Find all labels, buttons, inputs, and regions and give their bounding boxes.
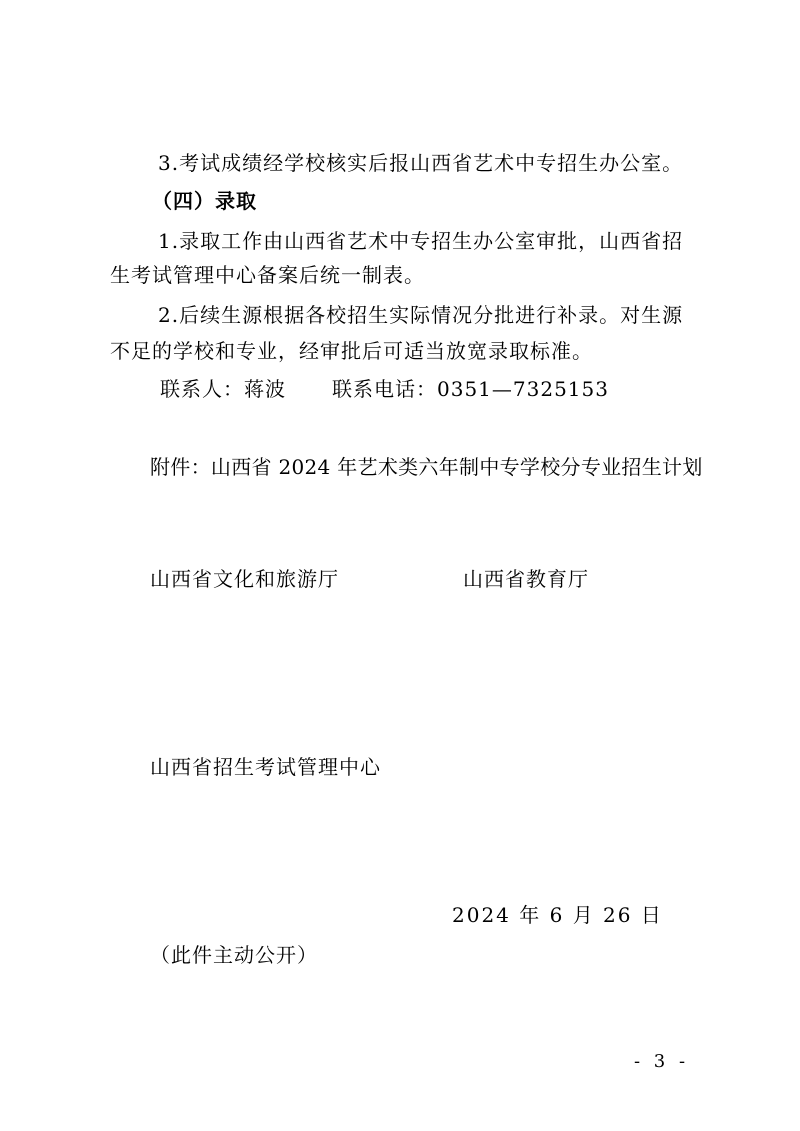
signature-education: 山西省教育厅 <box>463 567 589 591</box>
contact-person: 联系人：蒋波 <box>160 377 286 401</box>
admission-rule-2-line-2: 不足的学校和专业，经审批后可适当放宽录取标准。 <box>110 339 593 363</box>
contact-phone: 联系电话：0351—7325153 <box>332 377 609 401</box>
attachment-title: 附件：山西省 2024 年艺术类六年制中专学校分专业招生计划 <box>150 455 703 479</box>
admission-rule-1-line-1: 1.录取工作由山西省艺术中专招生办公室审批，山西省招 <box>158 229 684 253</box>
paragraph-exam-score: 3.考试成绩经学校核实后报山西省艺术中专招生办公室。 <box>158 151 684 175</box>
page-number: - 3 - <box>634 1051 690 1072</box>
public-disclosure-note: （此件主动公开） <box>150 943 318 967</box>
signature-exam-center: 山西省招生考试管理中心 <box>150 755 381 779</box>
admission-rule-2-line-1: 2.后续生源根据各校招生实际情况分批进行补录。对生源 <box>158 303 684 327</box>
signature-date: 2024 年 6 月 26 日 <box>452 903 663 927</box>
signature-culture-tourism: 山西省文化和旅游厅 <box>150 567 339 591</box>
admission-rule-1-line-2: 生考试管理中心备案后统一制表。 <box>110 263 425 287</box>
section-admission-heading: （四）录取 <box>152 189 257 213</box>
